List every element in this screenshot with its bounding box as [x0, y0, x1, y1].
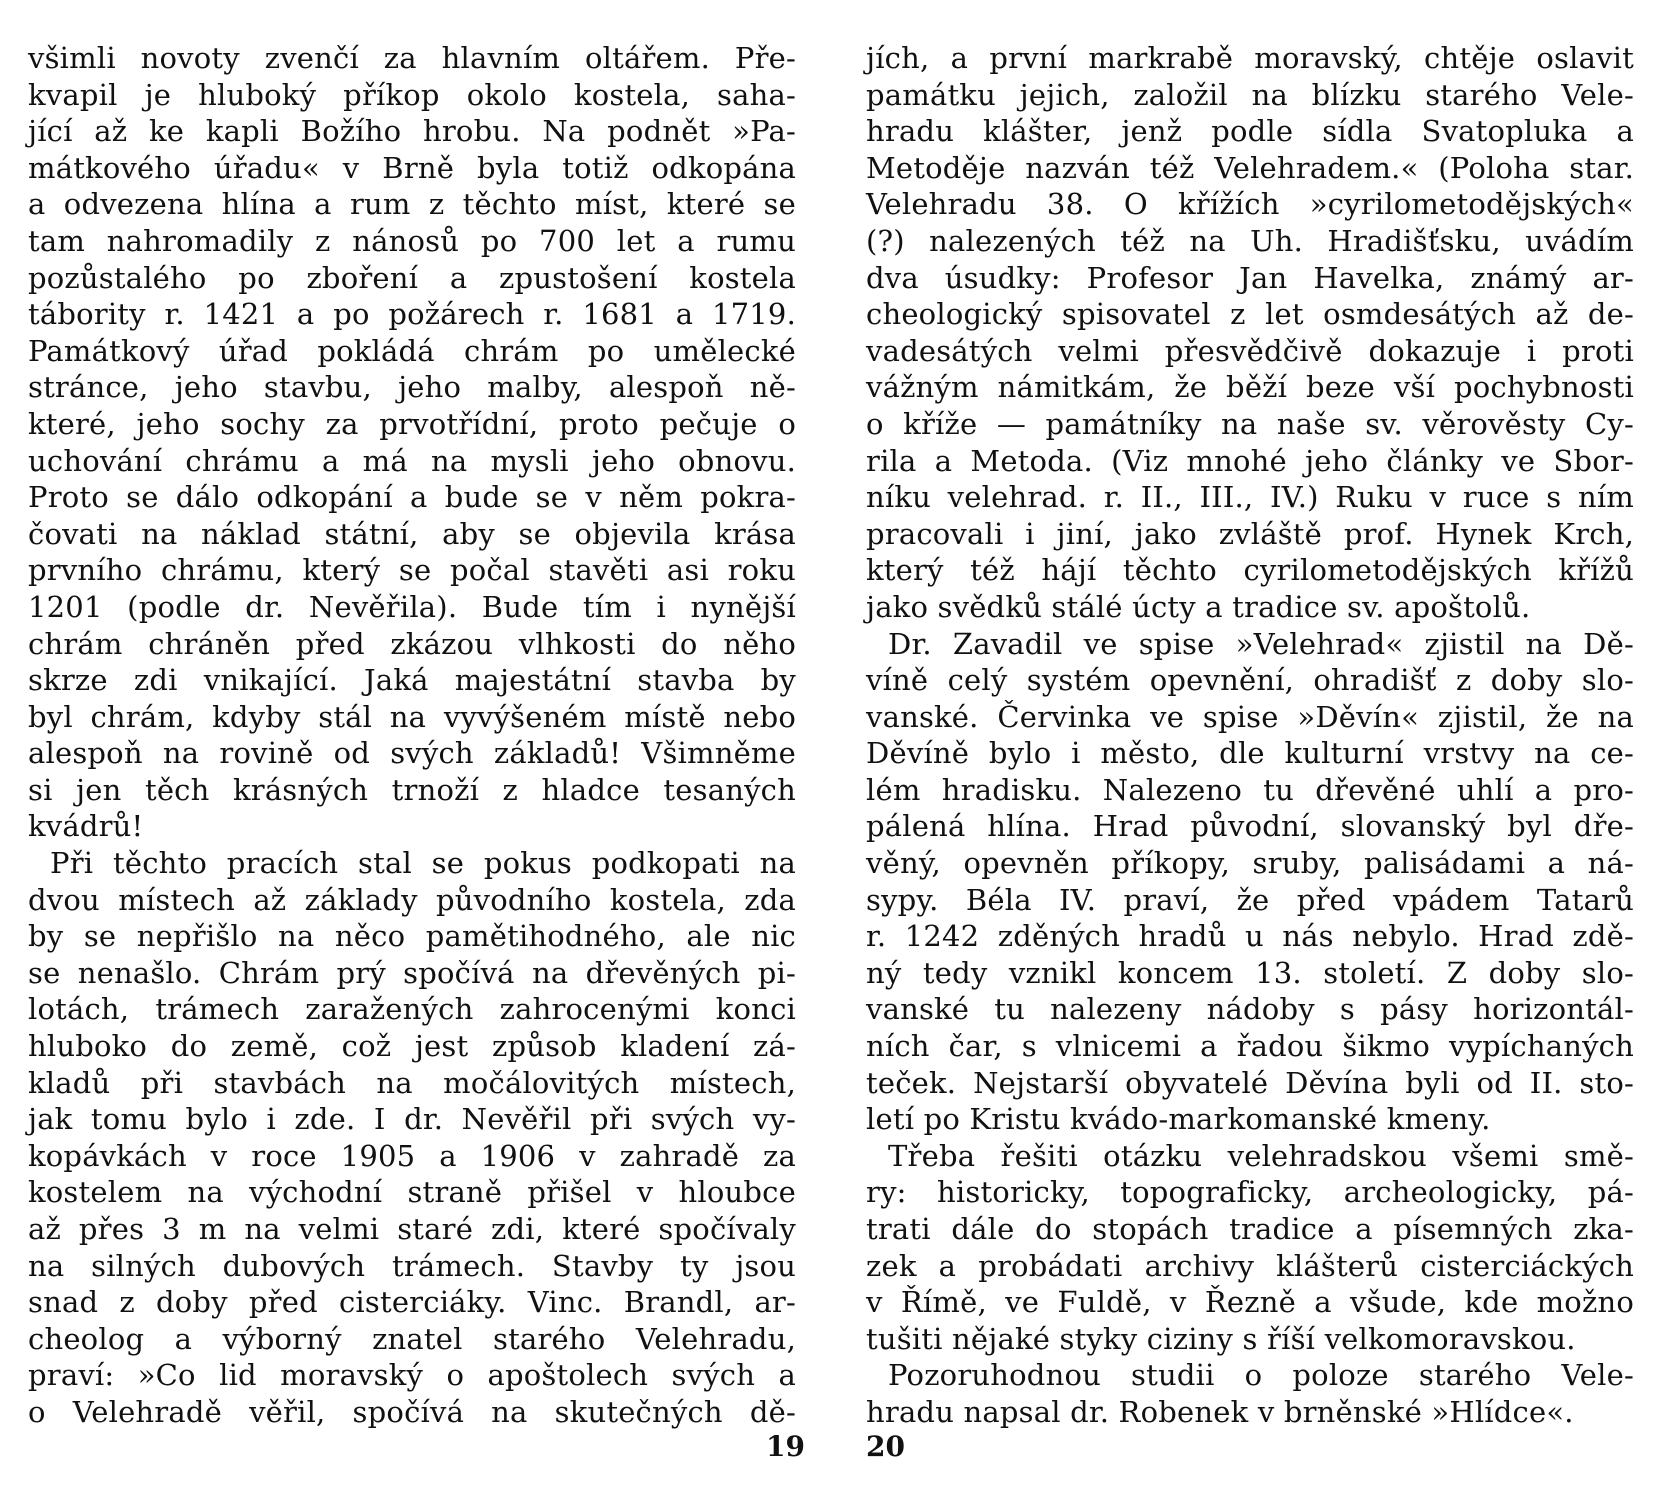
text-line: až přes 3 m na velmi staré zdi, které spočívaly: [28, 1212, 796, 1246]
right-page-text: [866, 40, 1634, 1431]
text-line: cheologický spisovatel z let osmdesátých až de-: [866, 297, 1634, 332]
text-line: Památkový úřad pokládá chrám po umělecké: [28, 333, 796, 368]
text-line: pálená hlína. Hrad původní, slovanský byl dře-: [866, 809, 1634, 844]
text-line: pracovali i jiní, jako zvláště prof. Hynek Krch,: [866, 516, 1634, 551]
text-line: Dr. Zavadil ve spise »Velehrad« zjistil na Dě-: [888, 626, 1634, 661]
text-line: ry: historicky, topograficky, archeologicky, pá-: [866, 1175, 1634, 1210]
text-line: dvou místech až základy původního kostela, zda: [28, 882, 796, 917]
left-page-number: 19: [766, 1430, 805, 1463]
text-line: Děvíně bylo i město, dle kulturní vrstvy na ce-: [866, 736, 1634, 771]
text-line: (?) nalezených též na Uh. Hradišťsku, uvádím: [866, 223, 1634, 258]
text-line: víně celý systém opevnění, ohradišť z doby slo-: [866, 663, 1634, 698]
text-line: o kříže — památníky na naše sv. věrověsty Cy-: [866, 406, 1634, 441]
text-line: hluboko do země, což jest způsob kladení zá-: [28, 1029, 796, 1064]
text-line: věný, opevněn příkopy, sruby, palisádami a ná-: [866, 846, 1634, 881]
text-line: vadesátých velmi přesvědčivě dokazuje i proti: [866, 333, 1634, 368]
text-line: jící až ke kapli Božího hrobu. Na podnět »Pa-: [28, 114, 796, 149]
text-line: pozůstalého po zboření a zpustošení kostela: [28, 260, 796, 295]
text-line: Třeba řešiti otázku velehradskou všemi smě-: [888, 1138, 1634, 1173]
text-line: se nenašlo. Chrám prý spočívá na dřevěných pi-: [28, 955, 796, 990]
text-line: v Římě, ve Fuldě, v Řezně a všude, kde možno: [866, 1285, 1634, 1320]
text-line: o Velehradě věřil, spočívá na skutečných dě-: [28, 1394, 796, 1429]
text-line: a odvezena hlína a rum z těchto míst, které se: [28, 187, 796, 222]
text-line: stránce, jeho stavbu, jeho malby, alespoň ně-: [28, 370, 796, 405]
text-line: kopávkách v roce 1905 a 1906 v zahradě za: [28, 1138, 796, 1173]
left-page-text: [28, 40, 796, 1431]
text-line: kostelem na východní straně přišel v hloubce: [28, 1175, 796, 1210]
text-line: vážným námitkám, že běží beze vší pochybnosti: [866, 370, 1634, 405]
text-line: dva úsudky: Profesor Jan Havelka, známý ar-: [866, 260, 1634, 295]
text-line: které, jeho sochy za prvotřídní, proto pečuje o: [28, 406, 796, 441]
text-line: všimli novoty zvenčí za hlavním oltářem. Pře-: [28, 41, 796, 75]
text-line: památku jejich, založil na blízku starého Vele-: [866, 77, 1634, 112]
text-line: vanské tu nalezeny nádoby s pásy horizontál-: [866, 992, 1634, 1027]
text-line: čovati na náklad státní, aby se objevila krása: [28, 516, 796, 551]
text-line: kladů při stavbách na močálovitých místech,: [28, 1065, 796, 1100]
text-line: jako svědků stálé úcty a tradice sv. apoštolů.: [866, 589, 1531, 624]
right-page: [866, 40, 1634, 1480]
text-line: sypy. Béla IV. praví, že před vpádem Tatarů: [866, 882, 1634, 917]
text-line: na silných dubových trámech. Stavby ty jsou: [28, 1248, 796, 1283]
text-line: snad z doby před cisterciáky. Vinc. Brandl, ar-: [28, 1285, 796, 1320]
text-line: hradu klášter, jenž podle sídla Svatopluka a: [866, 114, 1634, 149]
text-line: si jen těch krásných trnoží z hladce tesaných: [28, 772, 796, 807]
text-line: alespoň na rovině od svých základů! Všimněme: [28, 736, 796, 771]
text-line: praví: »Co lid moravský o apoštolech svých a: [28, 1358, 796, 1393]
text-line: kvapil je hluboký příkop okolo kostela, saha-: [28, 77, 796, 112]
text-line: teček. Nejstarší obyvatelé Děvína byli od II. sto-: [866, 1065, 1634, 1100]
text-line: tam nahromadily z nánosů po 700 let a rumu: [28, 223, 796, 258]
text-line: níku velehrad. r. II., III., IV.) Ruku v ruce s ním: [866, 480, 1634, 515]
text-line: ních čar, s vlnicemi a řadou šikmo vypíchaných: [866, 1029, 1634, 1064]
text-line: mátkového úřadu« v Brně byla totiž odkopána: [28, 150, 796, 185]
text-line: tušiti nějaké styky ciziny s říší velkomoravskou.: [866, 1321, 1576, 1356]
text-line: 1201 (podle dr. Nevěřila). Bude tím i nynější: [28, 589, 796, 624]
text-line: jak tomu bylo i zde. I dr. Nevěřil při svých vy-: [28, 1102, 796, 1137]
text-line: Pozoruhodnou studii o poloze starého Vele-: [888, 1358, 1634, 1393]
text-line: cheolog a výborný znatel starého Velehradu,: [28, 1321, 796, 1356]
text-line: byl chrám, kdyby stál na vyvýšeném místě nebo: [28, 699, 796, 734]
text-line: tábority r. 1421 a po požárech r. 1681 a 1719.: [28, 297, 796, 332]
text-line: ný tedy vznikl koncem 13. století. Z doby slo-: [866, 955, 1634, 990]
text-line: prvního chrámu, který se počal stavěti asi roku: [28, 553, 796, 588]
text-line: lotách, trámech zaražených zahrocenými konci: [28, 992, 796, 1027]
text-line: Při těchto pracích stal se pokus podkopati na: [50, 846, 796, 881]
text-line: letí po Kristu kvádo-markomanské kmeny.: [866, 1102, 1491, 1137]
text-line: chrám chráněn před zkázou vlhkosti do něho: [28, 626, 796, 661]
text-line: Metoděje nazván též Velehradem.« (Poloha star.: [866, 150, 1634, 185]
text-line: zek a probádati archivy klášterů cisterciáckých: [866, 1248, 1634, 1283]
text-line: který též hájí těchto cyrilometodějských křížů: [866, 553, 1634, 588]
text-line: by se nepřišlo na něco pamětihodného, ale nic: [28, 919, 796, 954]
text-line: vanské. Červinka ve spise »Děvín« zjistil, že na: [866, 699, 1634, 734]
text-line: Proto se dálo odkopání a bude se v něm pokra-: [28, 480, 796, 515]
right-page-number: 20: [866, 1430, 905, 1463]
text-line: Velehradu 38. O křížích »cyrilometodějských«: [866, 187, 1634, 222]
text-line: lém hradisku. Nalezeno tu dřevěné uhlí a pro-: [866, 772, 1634, 807]
text-line: r. 1242 zděných hradů u nás nebylo. Hrad zdě-: [866, 919, 1634, 954]
left-page: [28, 40, 805, 1480]
text-line: kvádrů!: [28, 809, 144, 844]
text-line: uchování chrámu a má na mysli jeho obnovu.: [28, 443, 796, 478]
text-line: jích, a první markrabě moravský, chtěje oslavit: [866, 41, 1634, 75]
text-line: hradu napsal dr. Robenek v brněnské »Hlídce«.: [866, 1394, 1574, 1429]
text-line: trati dále do stopách tradice a písemných zka-: [866, 1212, 1634, 1246]
text-line: skrze zdi vnikající. Jaká majestátní stavba by: [28, 663, 796, 698]
text-line: rila a Metoda. (Viz mnohé jeho články ve Sbor-: [866, 443, 1634, 478]
